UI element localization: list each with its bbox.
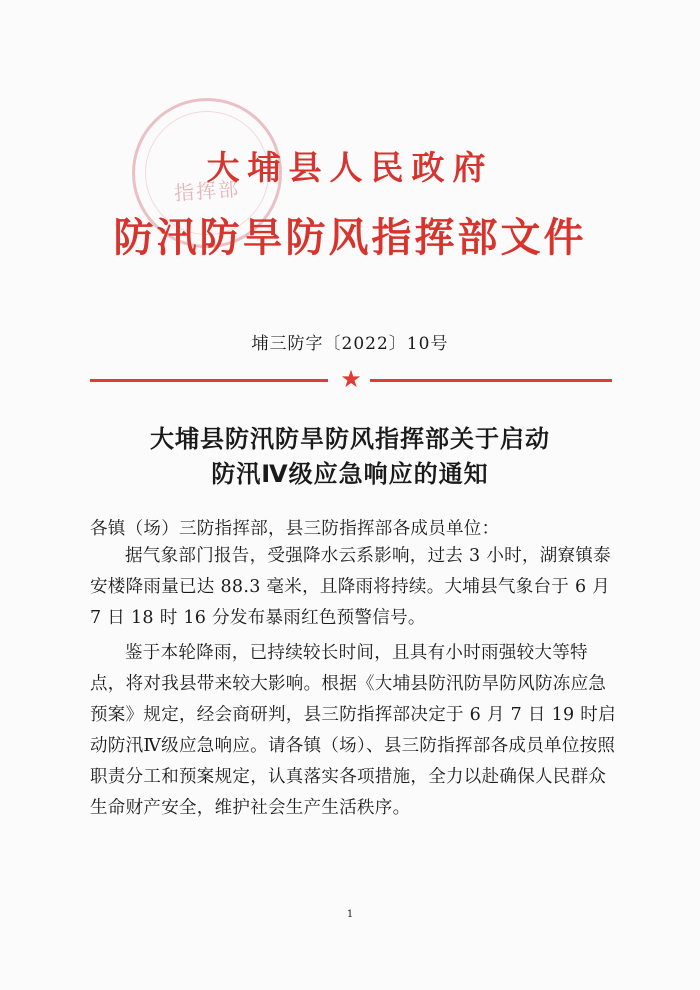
page-number: 1 bbox=[346, 909, 354, 920]
body-paragraph-1: 据气象部门报告，受强降水云系影响，过去 3 小时，湖寮镇泰安楼降雨量已达 88.3 毫米，且降雨将持续。大埔县气象台于 6 月 7 日 18 时 16 分发布暴雨红色预警信号。 bbox=[90, 546, 611, 628]
red-divider-right bbox=[370, 379, 612, 382]
notice-title-line-2: 防汛Ⅳ级应急响应的通知 bbox=[211, 460, 489, 488]
notice-title-line-1: 大埔县防汛防旱防风指挥部关于启动 bbox=[150, 425, 550, 453]
issuing-organization: 大埔县人民政府 bbox=[206, 148, 494, 187]
document-number: 埔三防字〔2022〕10号 bbox=[251, 334, 449, 354]
red-divider-left bbox=[90, 379, 328, 382]
body-paragraph-2: 鉴于本轮降雨，已持续较长时间，且具有小时雨强较大等特点，将对我县带来较大影响。根据《大埔县防汛防旱防风防冻应急预案》规定，经会商研判，县三防指挥部决定于 6 月 7 日 19 时启动防汛Ⅳ级应急响应。请各镇（场）、县三防指挥部各成员单位按照职责分工和预案规定，认真落实各项措施，全力以赴确保人民群众生命财产安全，维护社会生产生活秩序。 bbox=[90, 643, 616, 818]
seal-text: 指挥部 bbox=[173, 176, 241, 206]
addressee: 各镇（场）三防指挥部，县三防指挥部各成员单位： bbox=[90, 519, 500, 539]
document-type-heading: 防汛防旱防风指挥部文件 bbox=[113, 215, 587, 261]
star-icon: ★ bbox=[340, 365, 362, 393]
